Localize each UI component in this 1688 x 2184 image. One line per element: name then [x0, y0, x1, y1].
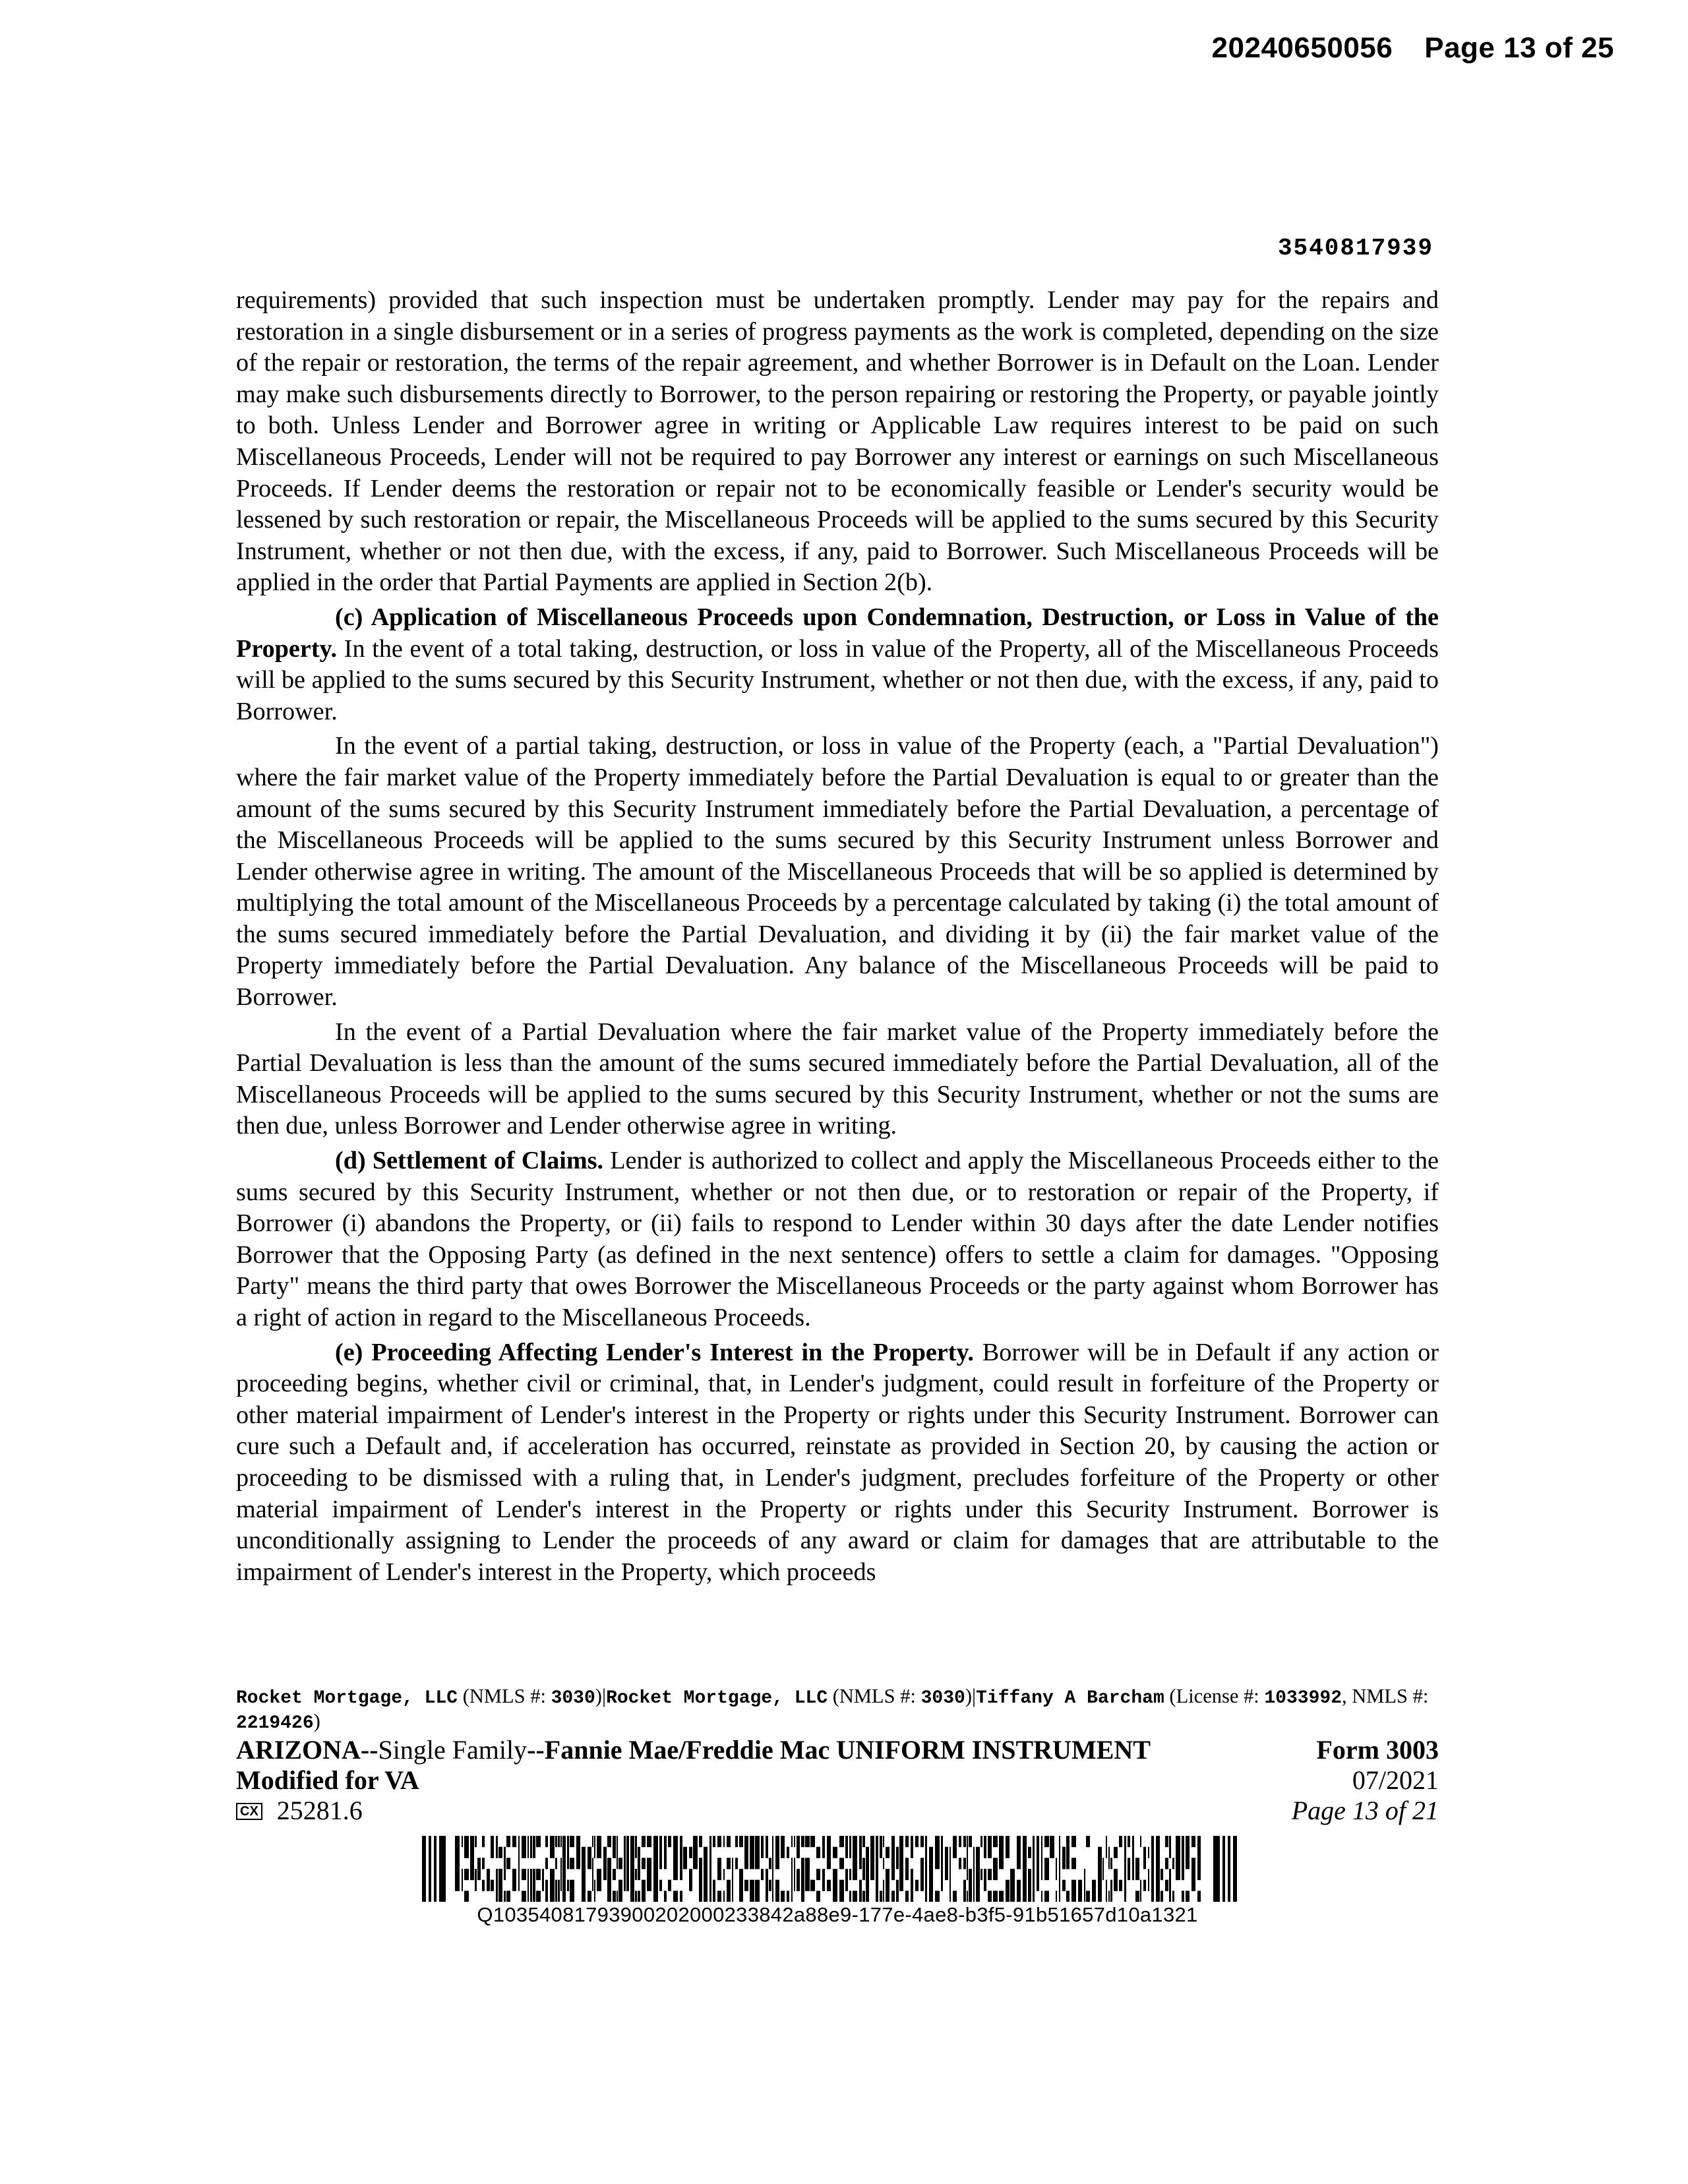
paragraph — [236, 285, 1439, 599]
originator-line — [236, 1685, 1439, 1735]
section-heading: (c) Application of Miscellaneous Proceeds upon Condemnation, Destruction, or Loss in Value of the Property. — [236, 603, 1439, 663]
nmls-label: (NMLS #: — [832, 1685, 921, 1707]
paragraph — [236, 1145, 1439, 1334]
form-date: 07/2021 — [1352, 1765, 1439, 1795]
recording-header — [1212, 32, 1614, 65]
officer-nmls-label: , NMLS #: — [1342, 1685, 1429, 1707]
dash: -- — [527, 1735, 545, 1765]
form-modifier: Modified for VA — [236, 1765, 419, 1795]
nmls-number: 3030 — [920, 1688, 965, 1709]
section-heading: (d) Settlement of Claims. — [335, 1147, 604, 1175]
barcode — [422, 1836, 1253, 1927]
form-modified-row — [236, 1765, 1439, 1796]
paragraph-text: Borrower will be in Default if any action or proceeding begins, whether civil or criminal, that, in Lender's judgment, could result in forfeiture of the Property or other material impairment of Lender's interest in the Property or rights under this Security Instrument. Borrower can cure such a Default and, if acceleration has occurred, reinstate as provided in Section 20, by causing the action or proceeding to be dismissed with a ruling that, in Lender's judgment, precludes forfeiture of the Property or other material impairment of Lender's interest in the Property or rights under this Security Instrument. Borrower is unconditionally assigning to Lender the proceeds of any award or claim for damages that are attributable to the impairment of Lender's interest in the Property, which proceeds — [236, 1338, 1439, 1586]
officer-nmls-number: 2219426 — [236, 1713, 314, 1734]
dash: -- — [360, 1735, 378, 1765]
separator: | — [601, 1685, 607, 1707]
state-name: ARIZONA — [236, 1735, 361, 1765]
form-title-row — [236, 1735, 1439, 1765]
instrument-title: Fannie Mae/Freddie Mac UNIFORM INSTRUMENT — [544, 1735, 1151, 1765]
license-number: 1033992 — [1264, 1688, 1342, 1709]
barcode-icon — [422, 1836, 1253, 1902]
lender-name: Rocket Mortgage, LLC — [606, 1688, 828, 1709]
nmls-close: ) — [595, 1685, 602, 1707]
form-page-number: Page 13 of 21 — [1291, 1796, 1439, 1825]
nmls-close: ) — [965, 1685, 973, 1707]
lender-name: Rocket Mortgage, LLC — [236, 1688, 458, 1709]
cx-logo-icon: CX — [236, 1803, 262, 1820]
nmls-label: (NMLS #: — [462, 1685, 551, 1707]
loan-officer-name: Tiffany A Barcham — [976, 1688, 1164, 1709]
license-close: ) — [313, 1710, 320, 1732]
recording-number: 20240650056 — [1211, 32, 1393, 64]
paragraph-text: In the event of a partial taking, destruction, or loss in value of the Property (each, a "Partial Devaluation") where the fair market value of the Property immediately before the Partial Devaluation is equal to or greater than the amount of the sums secured by this Security Instrument immediately before the Partial Devaluation, a percentage of the Miscellaneous Proceeds will be applied to the sums secured by this Security Instrument unless Borrower and Lender otherwise agree in writing. The amount of the Miscellaneous Proceeds that will be so applied is determined by multiplying the total amount of the Miscellaneous Proceeds by a percentage calculated by taking (i) the total amount of the sums secured immediately before the Partial Devaluation, and dividing it by (ii) the fair market value of the Property immediately before the Partial Devaluation. Any balance of the Miscellaneous Proceeds will be paid to Borrower. — [236, 732, 1439, 1012]
loan-number: 3540817939 — [1277, 235, 1433, 262]
paragraph-text: In the event of a total taking, destruction, or loss in value of the Property, all of the Miscellaneous Proceeds will be applied to the sums secured by this Security Instrument, whether or not then due, with the excess, if any, paid to Borrower. — [236, 634, 1439, 725]
recording-page-label: Page 13 of 25 — [1424, 32, 1614, 64]
paragraph — [236, 731, 1439, 1013]
separator: | — [972, 1685, 977, 1707]
paragraph — [236, 1017, 1439, 1142]
paragraph-text: In the event of a Partial Devaluation where the fair market value of the Property immediately before the Partial Devaluation is less than the amount of the sums secured immediately before the Partial Devaluation, all of the Miscellaneous Proceeds will be applied to the sums secured by this Security Instrument, whether or not the sums are then due, unless Borrower and Lender otherwise agree in writing. — [236, 1017, 1439, 1140]
paragraph — [236, 1337, 1439, 1589]
barcode-text: Q10354081793900202000233842a88e9-177e-4ae8-b3f5-91b51657d10a1321 — [477, 1903, 1198, 1926]
paragraph — [236, 602, 1439, 727]
form-code-row — [236, 1796, 1439, 1826]
property-type: Single Family — [378, 1735, 528, 1765]
form-number: Form 3003 — [1316, 1735, 1439, 1765]
paragraph-text: Lender is authorized to collect and apply the Miscellaneous Proceeds either to the sums secured by this Security Instrument, whether or not then due, or to restoration or repair of the Property, if Borrower (i) abandons the Property, or (ii) fails to respond to Lender within 30 days after the date Lender notifies Borrower that the Opposing Party (as defined in the next sentence) offers to settle a claim for damages. "Opposing Party" means the third party that owes Borrower the Miscellaneous Proceeds or the party against whom Borrower has a right of action in regard to the Miscellaneous Proceeds. — [236, 1147, 1439, 1331]
nmls-number: 3030 — [551, 1688, 595, 1709]
document-footer — [236, 1685, 1439, 1826]
document-body — [236, 285, 1439, 1591]
form-code: 25281.6 — [276, 1796, 363, 1825]
paragraph-text: requirements) provided that such inspection must be undertaken promptly. Lender may pay for the repairs and restoration in a single disbursement or in a series of progress payments as the work is completed, depending on the size of the repair or restoration, the terms of the repair agreement, and whether Borrower is in Default on the Loan. Lender may make such disbursements directly to Borrower, to the person repairing or restoring the Property, or payable jointly to both. Unless Lender and Borrower agree in writing or Applicable Law requires interest to be paid on such Miscellaneous Proceeds, Lender will not be required to pay Borrower any interest or earnings on such Miscellaneous Proceeds. If Lender deems the restoration or repair not to be economically feasible or Lender's security would be lessened by such restoration or repair, the Miscellaneous Proceeds will be applied to the sums secured by this Security Instrument, whether or not then due, with the excess, if any, paid to Borrower. Such Miscellaneous Proceeds will be applied in the order that Partial Payments are applied in Section 2(b). — [236, 286, 1439, 597]
license-label: (License #: — [1169, 1685, 1265, 1707]
section-heading: (e) Proceeding Affecting Lender's Interest in the Property. — [335, 1338, 974, 1366]
